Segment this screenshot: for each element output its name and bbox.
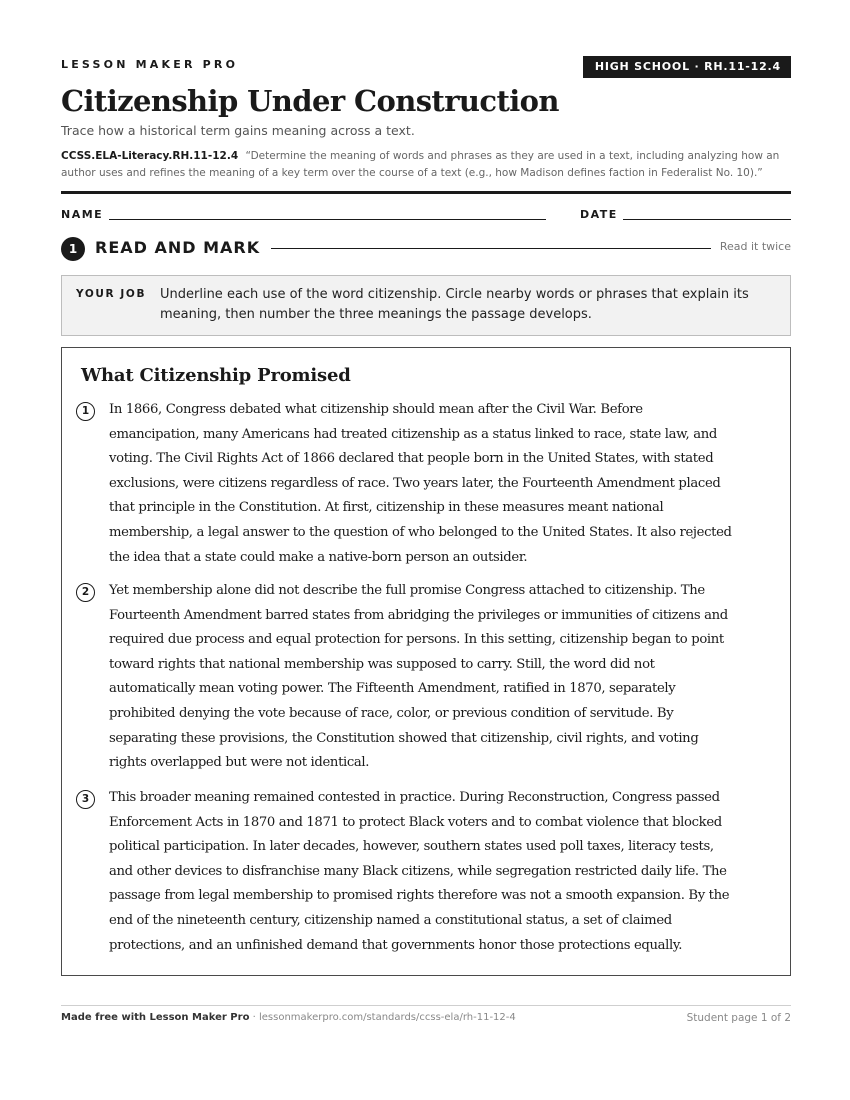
standard-text: “Determine the meaning of words and phrases as they are used in a text, including analyzing how an author uses and refines the meaning of a key term over the course of a text (e.g., how Madison defines faction in Federalist No. 10).” xyxy=(61,150,780,179)
paragraph-line: political participation. In later decades, however, southern states used poll taxes, literacy tests, xyxy=(109,839,714,855)
paragraph-number-3: 3 xyxy=(76,790,95,809)
paragraph-line: required due process and equal protection for persons. In this setting, citizenship began to point xyxy=(109,632,724,648)
paragraph-line: toward rights that national membership was supposed to carry. Still, the word did not xyxy=(109,656,655,672)
worksheet-subtitle: Trace how a historical term gains meaning across a text. xyxy=(61,123,415,138)
paragraph-line: the idea that a state could make a native-born person an outsider. xyxy=(109,549,528,565)
worksheet-page xyxy=(61,0,791,1100)
paragraph-line: exclusions, were citizens regardless of race. Two years later, the Fourteenth Amendment placed xyxy=(109,475,721,491)
paragraph-line: passage from legal membership to promised rights therefore was not a smooth expansion. By the xyxy=(109,888,730,904)
paragraph-line: This broader meaning remained contested in practice. During Reconstruction, Congress passed xyxy=(109,790,720,805)
paragraph-line: automatically mean voting power. The Fifteenth Amendment, ratified in 1870, separately xyxy=(109,681,676,697)
paragraph-line: Fourteenth Amendment barred states from abridging the privileges or immunities of citizens and xyxy=(109,607,728,623)
standard-statement xyxy=(61,148,791,182)
passage-box xyxy=(61,347,791,976)
footer-url[interactable]: lessonmakerpro.com/standards/ccss-ela/rh-11-12-4 xyxy=(258,1012,516,1023)
paragraph-line: that principle in the Constitution. At first, citizenship in these measures meant national xyxy=(109,500,664,516)
paragraph-number-2: 2 xyxy=(76,583,95,602)
paragraph-2 xyxy=(109,579,769,776)
paragraph-line: separating these provisions, the Constitution showed that citizenship, civil rights, and voting xyxy=(109,730,699,746)
worksheet-title: Citizenship Under Construction xyxy=(61,84,559,118)
paragraph-1 xyxy=(109,398,769,570)
paragraph-line: membership, a legal answer to the question of who belonged to the United States. It also rejected xyxy=(109,524,732,540)
paragraph-line: Enforcement Acts in 1870 and 1871 to protect Black voters and to combat violence that blocked xyxy=(109,814,722,830)
task-label: YOUR JOB xyxy=(76,288,147,300)
standard-code: CCSS.ELA-Literacy.RH.11-12.4 xyxy=(61,150,239,162)
brand-name: LESSON MAKER PRO xyxy=(61,58,239,71)
paragraph-line: voting. The Civil Rights Act of 1866 declared that people born in the United States, with stated xyxy=(109,451,714,467)
paragraph-number-1: 1 xyxy=(76,402,95,421)
paragraph-line: In 1866, Congress debated what citizenship should mean after the Civil War. Before xyxy=(109,402,643,417)
passage-title: What Citizenship Promised xyxy=(81,365,351,386)
footer-separator: · xyxy=(249,1012,259,1023)
section-title: READ AND MARK xyxy=(95,238,261,257)
paragraph-line: rights overlapped but were not identical. xyxy=(109,755,370,771)
task-box xyxy=(61,275,791,336)
name-label: NAME xyxy=(61,208,104,221)
paragraph-line: Yet membership alone did not describe the full promise Congress attached to citizenship. The xyxy=(109,583,705,598)
date-field[interactable] xyxy=(623,219,791,220)
paragraph-line: and other devices to disfranchise many Black citizens, while segregation restricted daily life. The xyxy=(109,863,727,879)
name-field[interactable] xyxy=(109,219,546,220)
footer-made-with: Made free with Lesson Maker Pro xyxy=(61,1012,250,1023)
header-divider xyxy=(61,191,791,194)
footer-credit xyxy=(61,1012,516,1023)
date-label: DATE xyxy=(580,208,618,221)
footer-divider xyxy=(61,1005,791,1006)
paragraph-3 xyxy=(109,786,769,958)
top-bar xyxy=(61,56,791,78)
paragraph-line: end of the nineteenth century, citizenship named a constitutional status, a set of claimed xyxy=(109,912,672,928)
level-badge: HIGH SCHOOL · RH.11-12.4 xyxy=(583,56,791,78)
paragraph-line: emancipation, many Americans had treated citizenship as a status linked to race, state law, and xyxy=(109,426,717,442)
page-indicator: Student page 1 of 2 xyxy=(686,1012,791,1024)
task-instructions: Underline each use of the word citizenship. Circle nearby words or phrases that explain its meaning, then number the three meanings the passage develops. xyxy=(160,287,749,322)
section-rule xyxy=(271,248,711,249)
section-hint: Read it twice xyxy=(719,240,791,253)
paragraph-line: prohibited denying the vote because of race, color, or previous condition of servitude. By xyxy=(109,705,674,721)
section-number-badge: 1 xyxy=(61,237,85,261)
paragraph-line: protections, and an unfinished demand that governments honor those protections equally. xyxy=(109,937,683,953)
